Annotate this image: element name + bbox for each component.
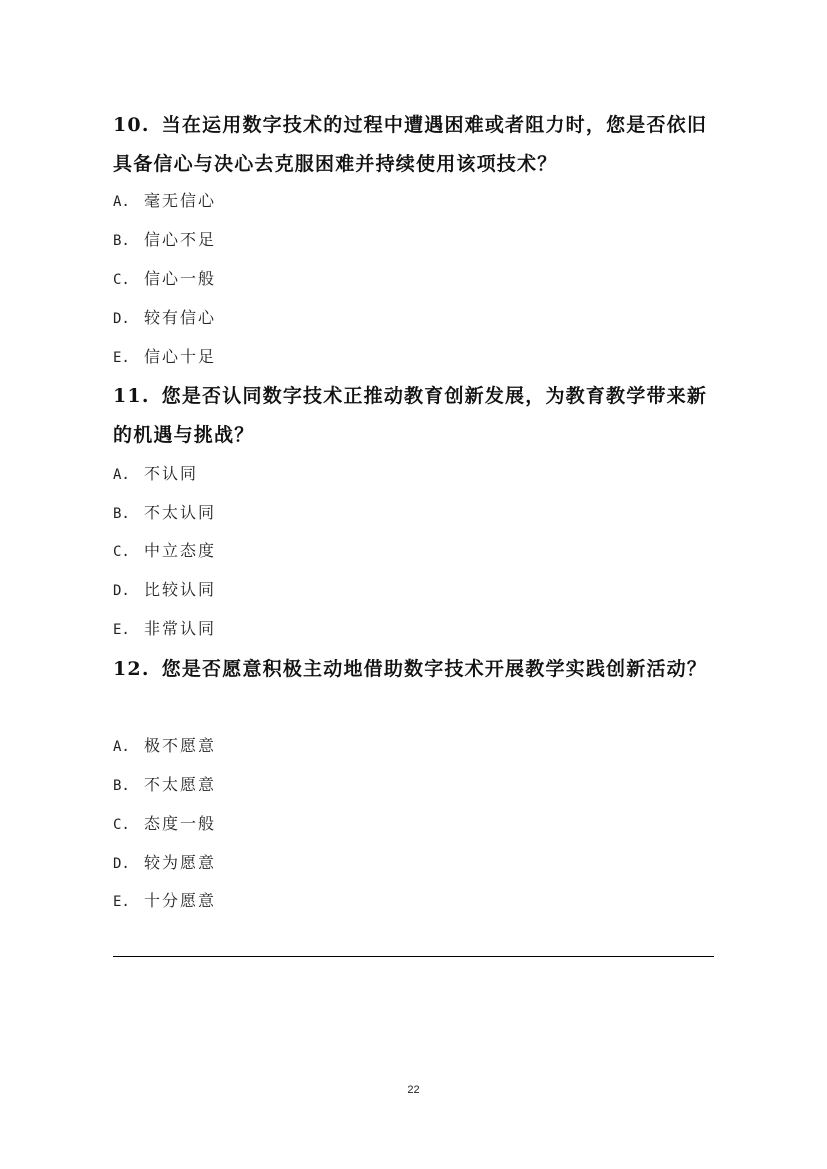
option-11-b: [113, 502, 216, 525]
option-letter: D.: [113, 856, 130, 872]
option-12-b: [113, 774, 216, 797]
option-12-e: [113, 890, 216, 913]
option-label: 信心一般: [144, 269, 217, 288]
option-label: 毫无信心: [144, 191, 217, 210]
option-10-c: [113, 268, 216, 291]
option-10-a: [113, 190, 216, 213]
option-label: 非常认同: [144, 619, 217, 638]
section-divider: [113, 956, 714, 957]
question-10: [113, 106, 718, 184]
option-letter: B.: [113, 778, 130, 794]
option-letter: A.: [113, 739, 130, 755]
option-12-c: [113, 813, 216, 836]
option-letter: E.: [113, 350, 130, 366]
question-number: 11.: [113, 385, 150, 407]
option-letter: C.: [113, 544, 130, 560]
option-letter: B.: [113, 506, 130, 522]
option-label: 较有信心: [144, 308, 217, 327]
option-label: 十分愿意: [144, 891, 217, 910]
question-text: 当在运用数字技术的过程中遭遇困难或者阻力时，您是否依旧具备信心与决心去克服困难并持续使用该项技术？: [113, 114, 708, 175]
option-12-d: [113, 852, 216, 875]
question-number: 12.: [113, 658, 150, 680]
question-12: [113, 650, 718, 689]
question-text: 您是否认同数字技术正推动教育创新发展，为教育教学带来新的机遇与挑战？: [113, 385, 708, 446]
option-letter: D.: [113, 311, 130, 327]
option-12-a: [113, 735, 216, 758]
option-10-e: [113, 346, 216, 369]
question-text: 您是否愿意积极主动地借助数字技术开展教学实践创新活动？: [161, 658, 708, 680]
question-11: [113, 377, 718, 455]
option-letter: E.: [113, 622, 130, 638]
option-label: 极不愿意: [144, 736, 217, 755]
question-number: 10.: [113, 114, 150, 136]
option-11-e: [113, 618, 216, 641]
option-letter: C.: [113, 817, 130, 833]
option-label: 不认同: [144, 464, 199, 483]
option-letter: A.: [113, 194, 130, 210]
option-letter: D.: [113, 583, 130, 599]
option-10-d: [113, 307, 216, 330]
option-label: 较为愿意: [144, 853, 217, 872]
option-11-d: [113, 579, 216, 602]
option-label: 不太认同: [144, 503, 217, 522]
option-label: 态度一般: [144, 814, 217, 833]
option-label: 信心不足: [144, 230, 217, 249]
option-11-c: [113, 540, 216, 563]
option-letter: B.: [113, 233, 130, 249]
page-number: 22: [407, 1084, 420, 1096]
option-11-a: [113, 463, 198, 486]
option-label: 比较认同: [144, 580, 217, 599]
option-label: 不太愿意: [144, 775, 217, 794]
option-10-b: [113, 229, 216, 252]
option-label: 信心十足: [144, 347, 217, 366]
option-letter: E.: [113, 894, 130, 910]
option-label: 中立态度: [144, 541, 217, 560]
option-letter: A.: [113, 467, 130, 483]
option-letter: C.: [113, 272, 130, 288]
